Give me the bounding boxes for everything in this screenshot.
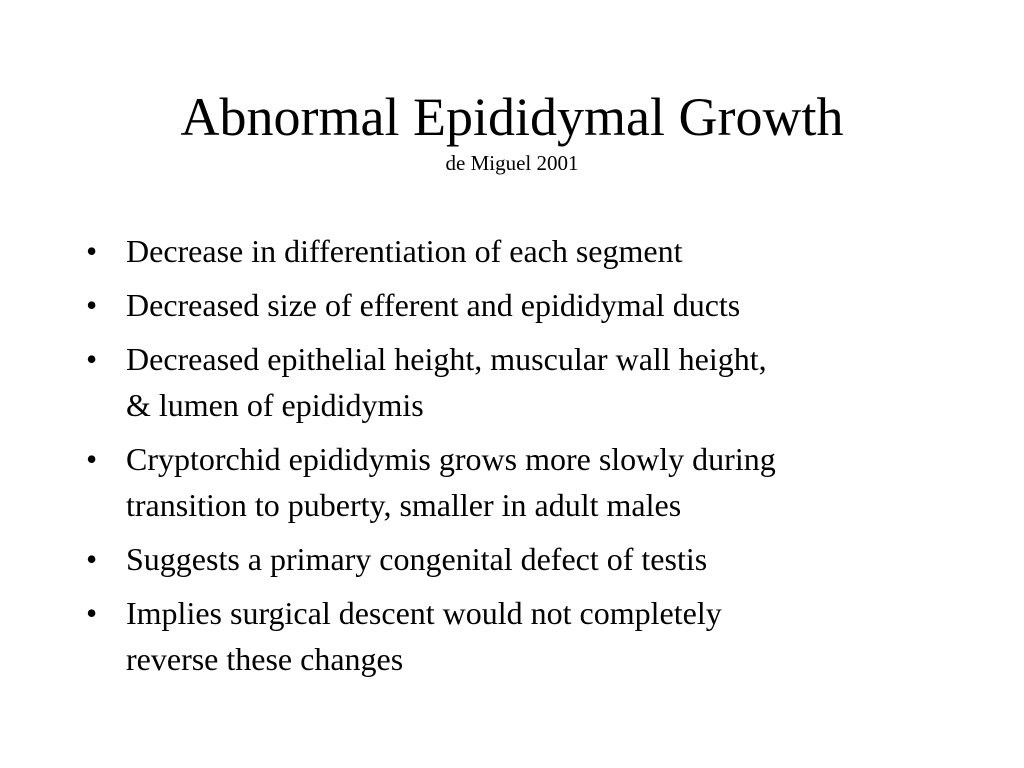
bullet-text: Suggests a primary congenital defect of testis: [126, 541, 708, 577]
bullet-text-continued: & lumen of epididymis: [126, 387, 424, 423]
title-block: [0, 86, 1024, 176]
bullet-icon: •: [86, 441, 98, 477]
bullet-text: Decreased size of efferent and epididymal ducts: [126, 287, 741, 323]
slide-subtitle: de Miguel 2001: [445, 151, 579, 175]
slide-title: Abnormal Epididymal Growth: [180, 87, 844, 147]
bullet-item: [86, 336, 966, 428]
bullet-text: Implies surgical descent would not completely: [126, 595, 722, 631]
bullet-icon: •: [86, 541, 98, 577]
bullet-text-continued: reverse these changes: [126, 641, 404, 677]
bullet-item: [86, 282, 966, 328]
bullet-item: [86, 228, 966, 274]
bullet-text: Decreased epithelial height, muscular wall height,: [126, 341, 767, 377]
bullet-icon: •: [86, 287, 98, 323]
bullet-item: [86, 590, 966, 682]
bullet-icon: •: [86, 341, 98, 377]
bullet-text: Cryptorchid epididymis grows more slowly during: [126, 441, 776, 477]
bullet-list: [86, 228, 966, 690]
bullet-text-continued: transition to puberty, smaller in adult males: [126, 487, 682, 523]
bullet-text: Decrease in differentiation of each segment: [126, 233, 683, 269]
bullet-item: [86, 436, 966, 528]
bullet-icon: •: [86, 595, 98, 631]
bullet-icon: •: [86, 233, 98, 269]
bullet-item: [86, 536, 966, 582]
